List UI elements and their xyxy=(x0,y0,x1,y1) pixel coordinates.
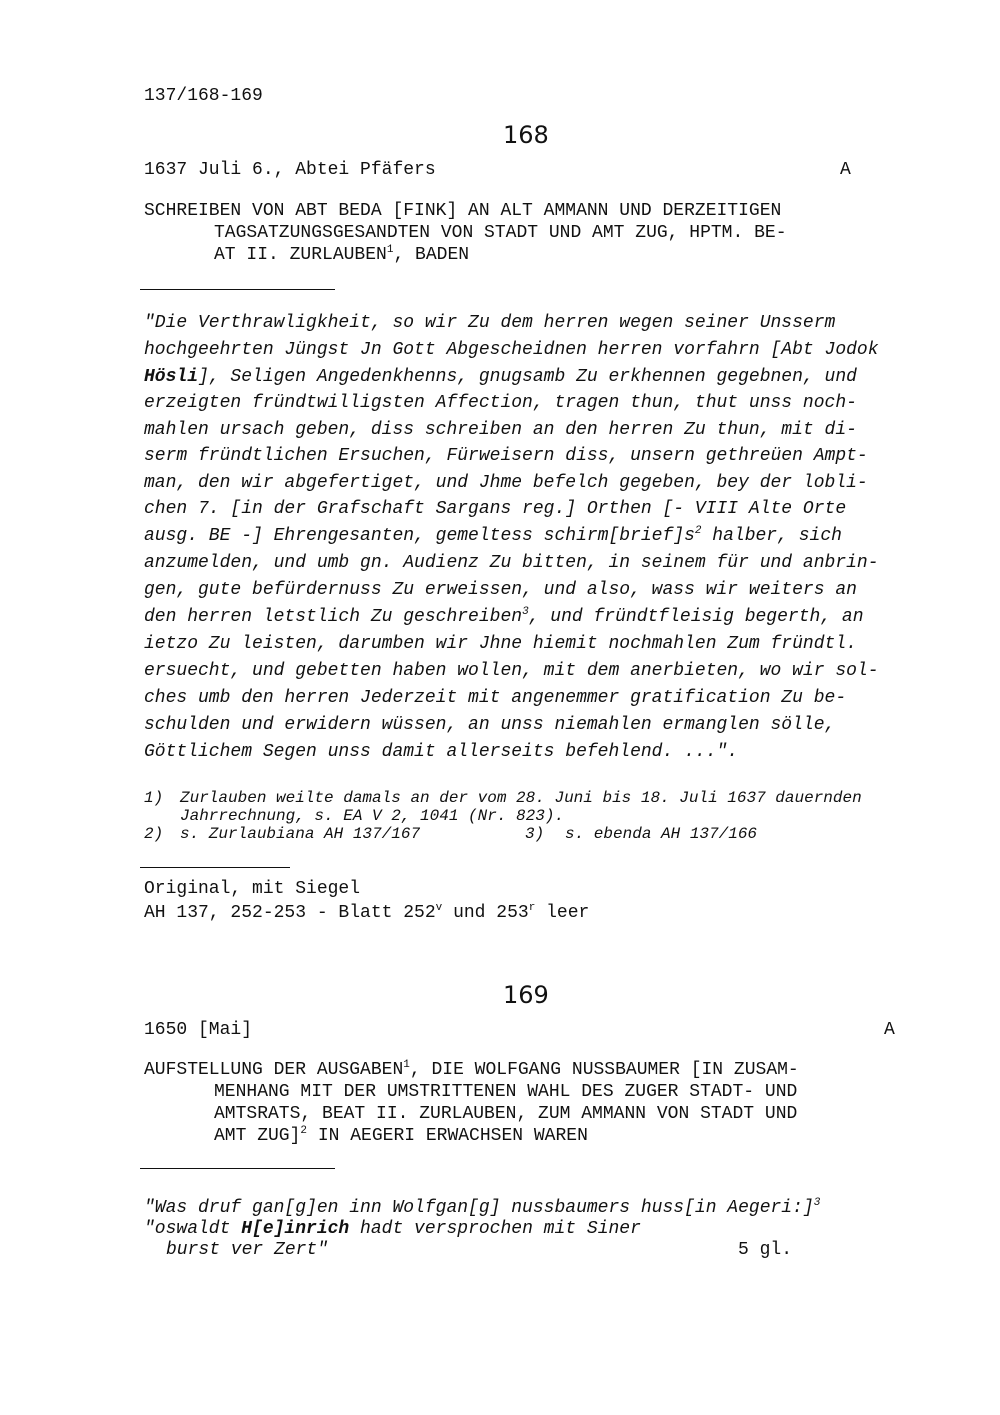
document-title-line: SCHREIBEN VON ABT BEDA [FINK] AN ALT AMMANN UND DERZEITIGEN xyxy=(144,201,782,221)
source-reference: AH 137, 252-253 - Blatt 252$^v$ und 253$^r$ leer xyxy=(144,902,590,923)
section-divider xyxy=(140,867,290,868)
footnote-number: 1) xyxy=(144,789,164,807)
document-number-169: 169 xyxy=(503,981,549,1009)
document-title-line: MENHANG MIT DER UMSTRITTENEN WAHL DES ZUGER STADT- UND xyxy=(214,1082,798,1102)
document-date-place: 1637 Juli 6., Abtei Pfäfers xyxy=(144,160,436,180)
footnote-marker: 2 xyxy=(694,525,702,537)
amount-value: 5 gl. xyxy=(738,1240,793,1260)
document-flag: A xyxy=(840,160,851,180)
footnote-marker: 3 xyxy=(522,606,529,618)
document-number-168: 168 xyxy=(503,121,549,149)
document-title-line: AUFSTELLUNG DER AUSGABEN$^1$, DIE WOLFGANG NUSSBAUMER [IN ZUSAM- xyxy=(144,1059,799,1080)
document-date-place: 1650 [Mai] xyxy=(144,1020,253,1040)
section-divider xyxy=(140,289,335,290)
footnote-text: s. Zurlaubiana AH 137/167 xyxy=(180,825,421,843)
footnote-number: 2) xyxy=(144,825,164,843)
footnote-marker: 1 xyxy=(403,1059,410,1071)
section-divider xyxy=(140,1168,335,1169)
page-reference: 137/168-169 xyxy=(144,86,263,106)
document-flag: A xyxy=(884,1020,895,1040)
footnote-marker: 2 xyxy=(300,1125,308,1137)
footnote-marker: 1 xyxy=(386,244,394,256)
footnote-marker: 3 xyxy=(813,1197,821,1209)
bold-name: Hösli xyxy=(144,367,199,387)
footnote-text: s. ebenda AH 137/166 xyxy=(565,825,758,843)
footnote-text: Zurlauben weilte damals an der vom 28. Juni bis 18. Juli 1637 dauernden xyxy=(180,789,862,807)
footnote-number: 3) xyxy=(525,825,545,843)
bold-name: H[e]inrich xyxy=(241,1219,350,1239)
document-title-line: AT II. ZURLAUBEN$^1$, BADEN xyxy=(214,244,470,265)
footnote-text: Jahrrechnung, s. EA V 2, 1041 (Nr. 823). xyxy=(180,807,565,825)
document-title-line: AMT ZUG]$^2$ IN AEGERI ERWACHSEN WAREN xyxy=(214,1125,588,1146)
source-note: Original, mit Siegel xyxy=(144,879,361,899)
document-title-line: TAGSATZUNGSGESANDTEN VON STADT UND AMT ZUG, HPTM. BE- xyxy=(214,223,787,243)
document-title-line: AMTSRATS, BEAT II. ZURLAUBEN, ZUM AMMANN VON STADT UND xyxy=(214,1104,798,1124)
